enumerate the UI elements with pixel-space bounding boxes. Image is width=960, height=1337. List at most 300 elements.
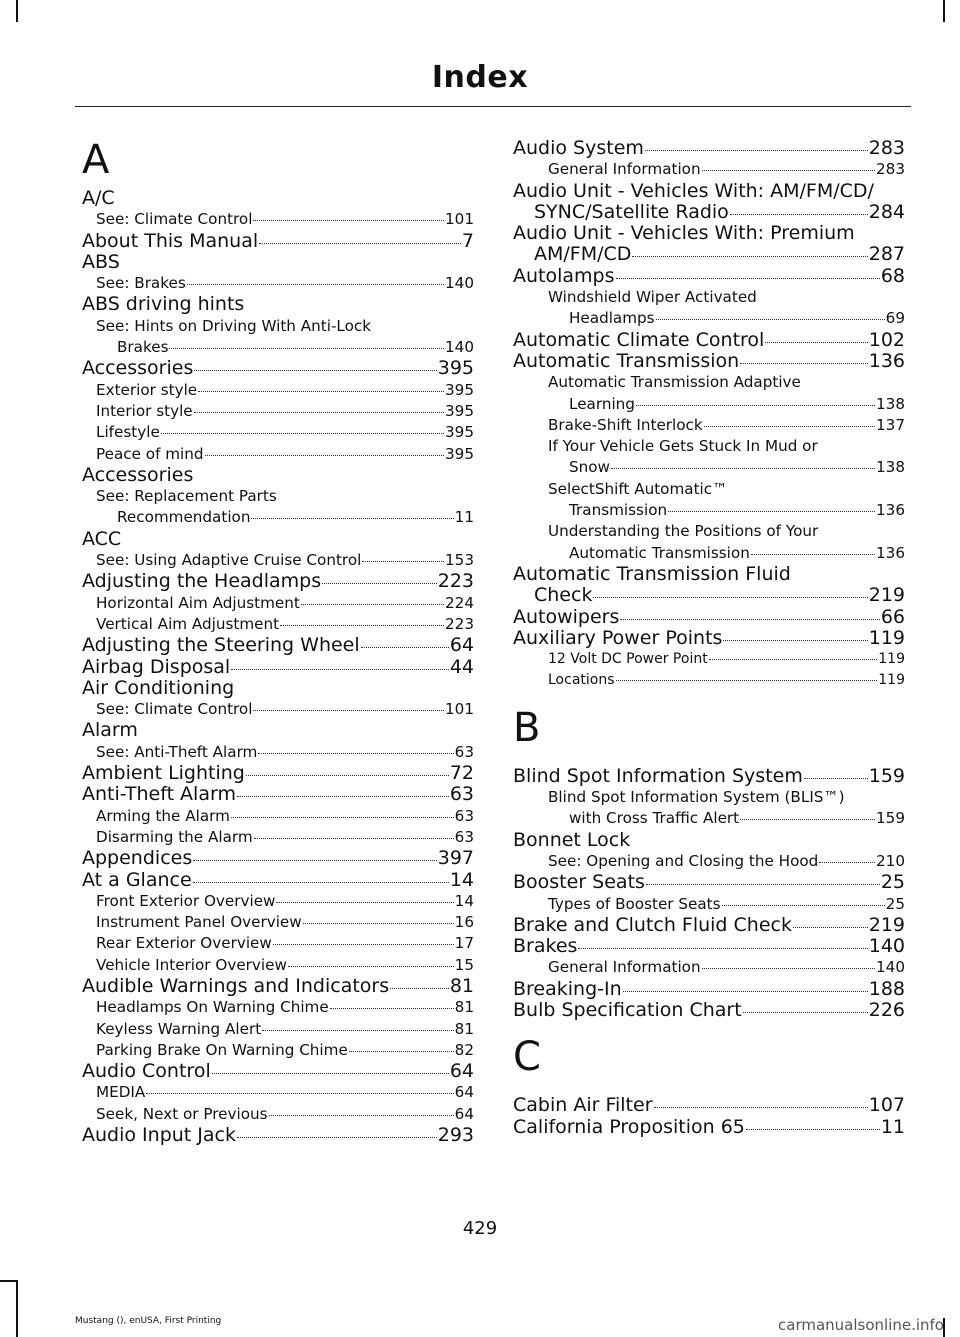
entry-label: Blind Spot Information System	[513, 764, 803, 787]
entry-label: Audible Warnings and Indicators	[82, 974, 390, 997]
entry-label: Headlamps	[569, 309, 655, 328]
index-entry	[82, 465, 474, 486]
entry-label: Vertical Aim Adjustment	[96, 614, 280, 633]
entry-label: Alarm	[82, 719, 138, 742]
entry-page: 219	[868, 913, 905, 936]
dot-leader	[262, 1030, 454, 1031]
entry-label: Bonnet Lock	[513, 828, 631, 851]
entry-page: 138	[876, 458, 905, 477]
entry-label: See: Replacement Parts	[96, 487, 277, 506]
dot-leader	[740, 819, 875, 820]
index-entry	[513, 330, 905, 351]
entry-label: About This Manual	[82, 229, 259, 252]
entry-page: 25	[885, 894, 905, 913]
index-entry	[82, 614, 474, 635]
entry-line	[513, 979, 905, 1000]
dot-leader	[251, 518, 453, 519]
entry-label: Exterior style	[96, 380, 198, 399]
entry-label: Headlamps On Warning Chime	[96, 998, 329, 1017]
entry-line	[96, 699, 474, 720]
index-entry	[513, 915, 905, 936]
index-entry	[82, 486, 474, 529]
entry-line	[548, 649, 905, 670]
entry-label: Automatic Transmission Adaptive	[548, 373, 801, 392]
entry-page: 287	[868, 243, 905, 266]
dot-leader	[702, 170, 875, 171]
entry-label: A/C	[82, 187, 115, 209]
entry-label: Ambient Lighting	[82, 762, 245, 785]
entry-page: 188	[868, 977, 905, 1000]
index-entry	[82, 827, 474, 848]
dot-leader	[259, 243, 461, 244]
dot-leader	[194, 412, 444, 413]
entry-page: 219	[868, 584, 905, 607]
entry-line	[82, 657, 474, 678]
entry-line	[96, 273, 474, 294]
dot-leader	[193, 882, 449, 883]
entry-label: See: Climate Control	[96, 700, 253, 719]
section-letter-c: C	[513, 1034, 541, 1081]
entry-label: Anti-Theft Alarm	[82, 783, 236, 806]
entry-line	[96, 337, 474, 358]
index-entry	[513, 266, 905, 287]
entry-line	[548, 851, 905, 872]
dot-leader	[636, 405, 875, 406]
dot-leader	[212, 1073, 449, 1074]
dot-leader	[656, 319, 885, 320]
entry-line	[96, 380, 474, 401]
index-entry	[82, 635, 474, 656]
dot-leader	[362, 561, 444, 562]
entry-page: 63	[454, 742, 474, 761]
entry-line	[548, 159, 905, 180]
index-entry	[82, 273, 474, 294]
dot-leader	[645, 150, 868, 151]
index-entry	[82, 1061, 474, 1082]
entry-line	[513, 330, 905, 351]
index-entry	[82, 848, 474, 869]
index-entry	[513, 479, 905, 522]
entry-label: AM/FM/CD	[534, 243, 632, 266]
entry-line	[82, 784, 474, 805]
entry-page: 7	[461, 229, 474, 252]
index-entry	[513, 979, 905, 1000]
entry-page: 17	[454, 934, 474, 953]
index-entry	[82, 657, 474, 678]
entry-label: Automatic Transmission	[513, 349, 740, 372]
entry-line	[96, 422, 474, 443]
index-entry	[513, 628, 905, 649]
entry-page: 223	[445, 614, 474, 633]
entry-line	[548, 394, 905, 415]
entry-page: 16	[454, 913, 474, 932]
entry-line	[82, 763, 474, 784]
dot-leader	[611, 468, 875, 469]
entry-line	[96, 933, 474, 954]
index-entry	[513, 936, 905, 957]
dot-leader	[198, 391, 444, 392]
index-entry	[513, 607, 905, 628]
entry-page: 11	[880, 1115, 905, 1138]
entry-label: Locations	[548, 672, 615, 689]
dot-leader	[593, 597, 867, 598]
entry-label: Peace of mind	[96, 444, 204, 463]
entry-label: Brakes	[117, 338, 169, 357]
entry-label: Front Exterior Overview	[96, 891, 276, 910]
entry-line	[513, 628, 905, 649]
index-column-left	[82, 138, 474, 1146]
dot-leader	[237, 796, 449, 797]
dot-leader	[301, 604, 444, 605]
index-entry	[513, 894, 905, 915]
dot-leader	[704, 426, 875, 427]
dot-leader	[258, 753, 453, 754]
entry-page: 395	[445, 401, 474, 420]
entry-page: 11	[454, 508, 474, 527]
entry-line	[513, 766, 905, 787]
publication-info: Mustang (), enUSA, First Printing	[75, 1316, 222, 1326]
entry-page: 63	[454, 806, 474, 825]
entry-line	[96, 997, 474, 1018]
index-entry	[82, 231, 474, 252]
entry-page: 137	[876, 415, 905, 434]
index-entry	[513, 372, 905, 415]
entry-line	[513, 607, 905, 628]
dot-leader	[623, 991, 868, 992]
entry-label: 12 Volt DC Power Point	[548, 651, 708, 668]
entry-label: California Proposition 65	[513, 1115, 745, 1138]
dot-leader	[632, 256, 867, 257]
entry-label: General Information	[548, 160, 701, 179]
entry-label: SelectShift Automatic™	[548, 479, 728, 498]
index-entry	[82, 529, 474, 550]
entry-page: 283	[876, 160, 905, 179]
entry-label: Arming the Alarm	[96, 806, 230, 825]
entry-line	[82, 1125, 474, 1146]
entry-label: ACC	[82, 527, 122, 550]
entry-line	[96, 742, 474, 763]
entry-line	[548, 808, 905, 829]
dot-leader	[654, 1107, 868, 1108]
index-entry	[513, 521, 905, 564]
entry-page: 284	[868, 200, 905, 223]
entry-label: If Your Vehicle Gets Stuck In Mud or	[548, 437, 818, 456]
entry-page: 140	[876, 958, 905, 977]
index-entry	[513, 351, 905, 372]
entry-page: 102	[868, 328, 905, 351]
dot-leader	[646, 884, 880, 885]
entry-label: Snow	[569, 458, 610, 477]
entry-line	[548, 894, 905, 915]
index-entry	[513, 872, 905, 893]
entry-label: MEDIA	[96, 1083, 146, 1102]
dot-leader	[273, 944, 454, 945]
dot-leader	[361, 647, 449, 648]
index-entry	[82, 422, 474, 443]
entry-page: 82	[454, 1040, 474, 1059]
entry-page: 159	[876, 809, 905, 828]
entry-label: At a Glance	[82, 868, 192, 891]
index-entry	[82, 742, 474, 763]
entry-page: 153	[445, 551, 474, 570]
entry-page: 81	[454, 1019, 474, 1038]
index-entry	[82, 933, 474, 954]
entry-page: 395	[445, 444, 474, 463]
index-entry	[513, 649, 905, 670]
entry-line	[548, 543, 905, 564]
entry-page: 64	[454, 1104, 474, 1123]
entry-page: 138	[876, 394, 905, 413]
index-entry	[82, 550, 474, 571]
entry-line	[96, 1040, 474, 1061]
entry-page: 159	[868, 764, 905, 787]
entry-label: Audio Unit - Vehicles With: Premium	[513, 222, 855, 245]
entry-page: 119	[878, 651, 905, 668]
entry-page: 44	[449, 655, 474, 678]
crop-mark-top-left	[16, 0, 18, 22]
entry-label: Blind Spot Information System (BLIS™)	[548, 788, 845, 807]
entry-label: SYNC/Satellite Radio	[534, 200, 729, 223]
index-entry	[82, 401, 474, 422]
dot-leader	[253, 710, 444, 711]
entry-page: 223	[437, 570, 474, 593]
index-entry	[513, 436, 905, 479]
entry-line	[513, 1117, 905, 1138]
entry-line	[548, 670, 905, 691]
entry-label: Air Conditioning	[82, 676, 235, 699]
entry-page: 15	[454, 955, 474, 974]
entry-label: Learning	[569, 394, 635, 413]
index-entry	[82, 678, 474, 699]
entry-label: Automatic Climate Control	[513, 328, 765, 351]
index-entry	[82, 806, 474, 827]
entry-page: 64	[449, 634, 474, 657]
entry-line	[96, 209, 474, 230]
index-entry	[513, 787, 905, 830]
entry-label: Vehicle Interior Overview	[96, 955, 287, 974]
entry-line	[96, 507, 474, 528]
crop-mark-bottom-left	[16, 1280, 18, 1337]
entry-label: Bulb Specification Chart	[513, 998, 742, 1021]
entry-page: 283	[868, 137, 905, 159]
entry-page: 210	[876, 851, 905, 870]
index-entry	[82, 571, 474, 592]
crop-mark-top-right	[943, 0, 945, 22]
dot-leader	[702, 968, 875, 969]
entry-label: Transmission	[569, 501, 668, 520]
index-entry	[513, 181, 905, 224]
index-entry	[82, 316, 474, 359]
section-letter-b: B	[513, 704, 541, 751]
dot-leader	[751, 554, 875, 555]
entry-line	[513, 585, 905, 606]
entry-label: Accessories	[82, 463, 194, 486]
index-entry	[513, 564, 905, 607]
entry-label: Automatic Transmission	[569, 543, 750, 562]
index-entry	[513, 1117, 905, 1138]
entry-page: 140	[445, 274, 474, 293]
entry-label: Adjusting the Headlamps	[82, 570, 322, 593]
dot-leader	[616, 278, 880, 279]
entry-label: Horizontal Aim Adjustment	[96, 593, 300, 612]
dot-leader	[231, 817, 454, 818]
entry-label: Brakes	[513, 935, 578, 958]
entry-line	[96, 1104, 474, 1125]
index-entry	[82, 358, 474, 379]
entry-page: 25	[880, 871, 905, 894]
entry-page: 136	[868, 349, 905, 372]
index-entry	[82, 976, 474, 997]
entry-line	[96, 444, 474, 465]
dot-leader	[276, 902, 453, 903]
entry-page: 64	[449, 1060, 474, 1083]
entry-line	[96, 593, 474, 614]
entry-line	[513, 1095, 905, 1116]
entry-label: General Information	[548, 958, 701, 977]
entry-line	[96, 806, 474, 827]
entry-label: Seek, Next or Previous	[96, 1104, 268, 1123]
index-entry	[513, 159, 905, 180]
entry-page: 66	[880, 605, 905, 628]
entry-label: with Cross Traffic Alert	[569, 809, 740, 828]
entry-page: 136	[876, 501, 905, 520]
index-entry	[82, 784, 474, 805]
entry-label: See: Hints on Driving With Anti-Lock	[96, 316, 372, 335]
entry-line	[82, 231, 474, 252]
entry-line	[96, 955, 474, 976]
index-entry	[82, 380, 474, 401]
entry-label: Airbag Disposal	[82, 655, 231, 678]
index-entry	[513, 415, 905, 436]
entry-page: 107	[868, 1094, 905, 1117]
index-entry	[513, 223, 905, 266]
dot-leader	[205, 455, 444, 456]
dot-leader	[187, 284, 444, 285]
entry-page: 63	[454, 827, 474, 846]
entry-label: See: Brakes	[96, 274, 186, 293]
entry-label: Booster Seats	[513, 871, 645, 894]
header-divider	[75, 106, 911, 107]
entry-line	[513, 915, 905, 936]
entry-line	[513, 138, 905, 159]
index-entry	[82, 294, 474, 315]
entry-label: See: Using Adaptive Cruise Control	[96, 551, 362, 570]
entry-page: 69	[885, 309, 905, 328]
entry-line	[96, 614, 474, 635]
section-letter-a: A	[82, 137, 110, 183]
entry-page: 226	[868, 998, 905, 1021]
dot-leader	[722, 905, 885, 906]
index-entry	[82, 699, 474, 720]
entry-line	[96, 1082, 474, 1103]
watermark: carmanualsonline.info	[778, 1316, 944, 1334]
dot-leader	[269, 1115, 454, 1116]
entry-label: Cabin Air Filter	[513, 1094, 653, 1117]
index-entry	[513, 851, 905, 872]
entry-page: 293	[437, 1124, 474, 1147]
dot-leader	[723, 640, 867, 641]
dot-leader	[322, 583, 437, 584]
index-entry	[82, 1125, 474, 1146]
entry-label: ABS driving hints	[82, 293, 245, 316]
index-entry	[82, 252, 474, 273]
entry-label: Audio Control	[82, 1060, 211, 1083]
index-entry	[82, 444, 474, 465]
index-entry	[513, 766, 905, 787]
dot-leader	[390, 988, 449, 989]
index-entry	[513, 287, 905, 330]
entry-label: Recommendation	[117, 508, 251, 527]
entry-label: Keyless Warning Alert	[96, 1019, 262, 1038]
dot-leader	[819, 862, 875, 863]
entry-label: Instrument Panel Overview	[96, 913, 302, 932]
dot-leader	[746, 1129, 880, 1130]
entry-label: Breaking-In	[513, 977, 622, 1000]
entry-line	[513, 202, 905, 223]
dot-leader	[237, 1137, 437, 1138]
dot-leader	[288, 966, 454, 967]
entry-line	[82, 358, 474, 379]
entry-line	[548, 415, 905, 436]
entry-label: Understanding the Positions of Your	[548, 522, 819, 541]
entry-line	[96, 912, 474, 933]
entry-label: Lifestyle	[96, 423, 160, 442]
entry-page: 68	[880, 264, 905, 287]
dot-leader	[280, 625, 444, 626]
entry-label: Disarming the Alarm	[96, 827, 253, 846]
entry-label: Types of Booster Seats	[548, 894, 721, 913]
dot-leader	[740, 363, 868, 364]
dot-leader	[765, 342, 867, 343]
entry-line	[82, 1061, 474, 1082]
entry-label: Windshield Wiper Activated	[548, 288, 757, 307]
entry-page: 397	[437, 847, 474, 870]
entry-line	[96, 550, 474, 571]
entry-line	[548, 957, 905, 978]
index-entry	[82, 912, 474, 933]
entry-label: See: Opening and Closing the Hood	[548, 851, 819, 870]
dot-leader	[578, 948, 867, 949]
entry-label: Brake and Clutch Fluid Check	[513, 913, 792, 936]
index-entry	[82, 720, 474, 741]
dot-leader	[668, 511, 875, 512]
entry-line	[96, 401, 474, 422]
entry-label: Autolamps	[513, 264, 615, 287]
entry-label: Parking Brake On Warning Chime	[96, 1040, 348, 1059]
entry-page: 119	[868, 626, 905, 649]
entry-line	[96, 1019, 474, 1040]
entry-label: Adjusting the Steering Wheel	[82, 634, 360, 657]
entry-label: See: Climate Control	[96, 210, 253, 229]
entry-page: 395	[437, 357, 474, 380]
dot-leader	[253, 220, 444, 221]
dot-leader	[246, 775, 449, 776]
index-entry	[82, 188, 474, 209]
entry-label: Brake-Shift Interlock	[548, 415, 703, 434]
entry-page: 64	[454, 1083, 474, 1102]
crop-mark-bottom-left-h	[0, 1280, 16, 1282]
index-column-right	[513, 138, 905, 1138]
dot-leader	[169, 348, 444, 349]
entry-page: 101	[445, 210, 474, 229]
index-entry	[82, 870, 474, 891]
index-entry	[82, 763, 474, 784]
page-title: Index	[431, 60, 529, 95]
index-entry	[82, 1104, 474, 1125]
entry-label: Check	[534, 584, 593, 607]
entry-label: Accessories	[82, 357, 194, 380]
entry-label: Autowipers	[513, 605, 620, 628]
